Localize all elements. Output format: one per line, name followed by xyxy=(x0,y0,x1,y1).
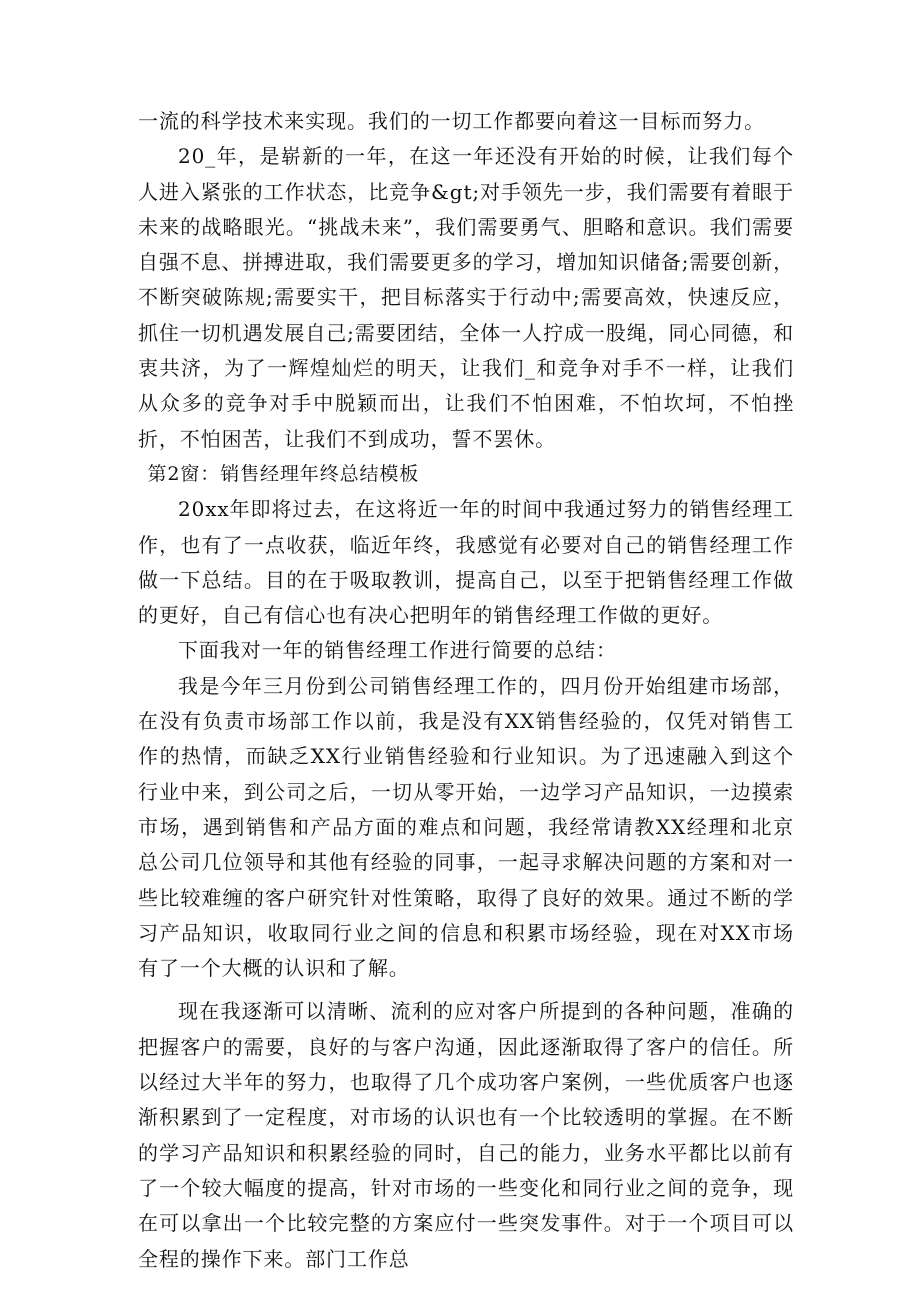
paragraph-background: 我是今年三月份到公司销售经理工作的，四月份开始组建市场部，在没有负责市场部工作以前，我是没有XX销售经验的，仅凭对销售工作的热情，而缺乏XX行业销售经验和行业知识。为了迅速融入到这个行业中来，到公司之后，一切从零开始，一边学习产品知识，一边摸索市场，遇到销售和产品方面的难点和问题，我经常请教XX经理和北京总公司几位领导和其他有经验的同事，一起寻求解决问题的方案和对一些比较难缠的客户研究针对性策略，取得了良好的效果。通过不断的学习产品知识，收取同行业之间的信息和积累市场经验，现在对XX市场有了一个大概的认识和了解。 xyxy=(138,673,794,981)
paragraph-continuation: 一流的科学技术来实现。我们的一切工作都要向着这一目标而努力。 xyxy=(138,109,765,133)
paragraph-new-year-goals: 20_年，是崭新的一年，在这一年还没有开始的时候，让我们每个人进入紧张的工作状态，比竞争&gt;对手领先一步，我们需要有着眼于未来的战略眼光。“挑战未来”，我们需要勇气、胆略和意识。我们需要自强不息、拼搏进取，我们需要更多的学习，增加知识储备;需要创新，不断突破陈规;需要实干，把目标落实于行动中;需要高效，快速反应，抓住一切机遇发展自己;需要团结，全体一人拧成一股绳，同心同德，和衷共济，为了一辉煌灿烂的明天，让我们_和竞争对手不一样，让我们从众多的竞争对手中脱颖而出，让我们不怕困难，不怕坎坷，不怕挫折，不怕困苦，让我们不到成功，誓不罢休。 xyxy=(138,144,794,451)
paragraph-intro: 20xx年即将过去，在这将近一年的时间中我通过努力的销售经理工作，也有了一点收获，临近年终，我感觉有必要对自己的销售经理工作做一下总结。目的在于吸取教训，提高自己，以至于把销售经理工作做的更好，自己有信心也有决心把明年的销售经理工作做的更好。 xyxy=(138,497,794,628)
document-body xyxy=(138,104,794,1277)
section-heading: 第2窗：销售经理年终总结模板 xyxy=(147,462,420,485)
paragraph-summary-lead: 下面我对一年的销售经理工作进行简要的总结： xyxy=(178,638,617,663)
paragraph-progress: 现在我逐渐可以清晰、流利的应对客户所提到的各种问题，准确的把握客户的需要，良好的与客户沟通，因此逐渐取得了客户的信任。所以经过大半年的努力，也取得了几个成功客户案例，一些优质客户也逐渐积累到了一定程度，对市场的认识也有一个比较透明的掌握。在不断的学习产品知识和积累经验的同时，自己的能力，业务水平都比以前有了一个较大幅度的提高，针对市场的一些变化和同行业之间的竞争，现在可以拿出一个比较完整的方案应付一些突发事件。对于一个项目可以全程的操作下来。部门工作总 xyxy=(138,999,794,1271)
paragraph-gap xyxy=(138,986,794,994)
